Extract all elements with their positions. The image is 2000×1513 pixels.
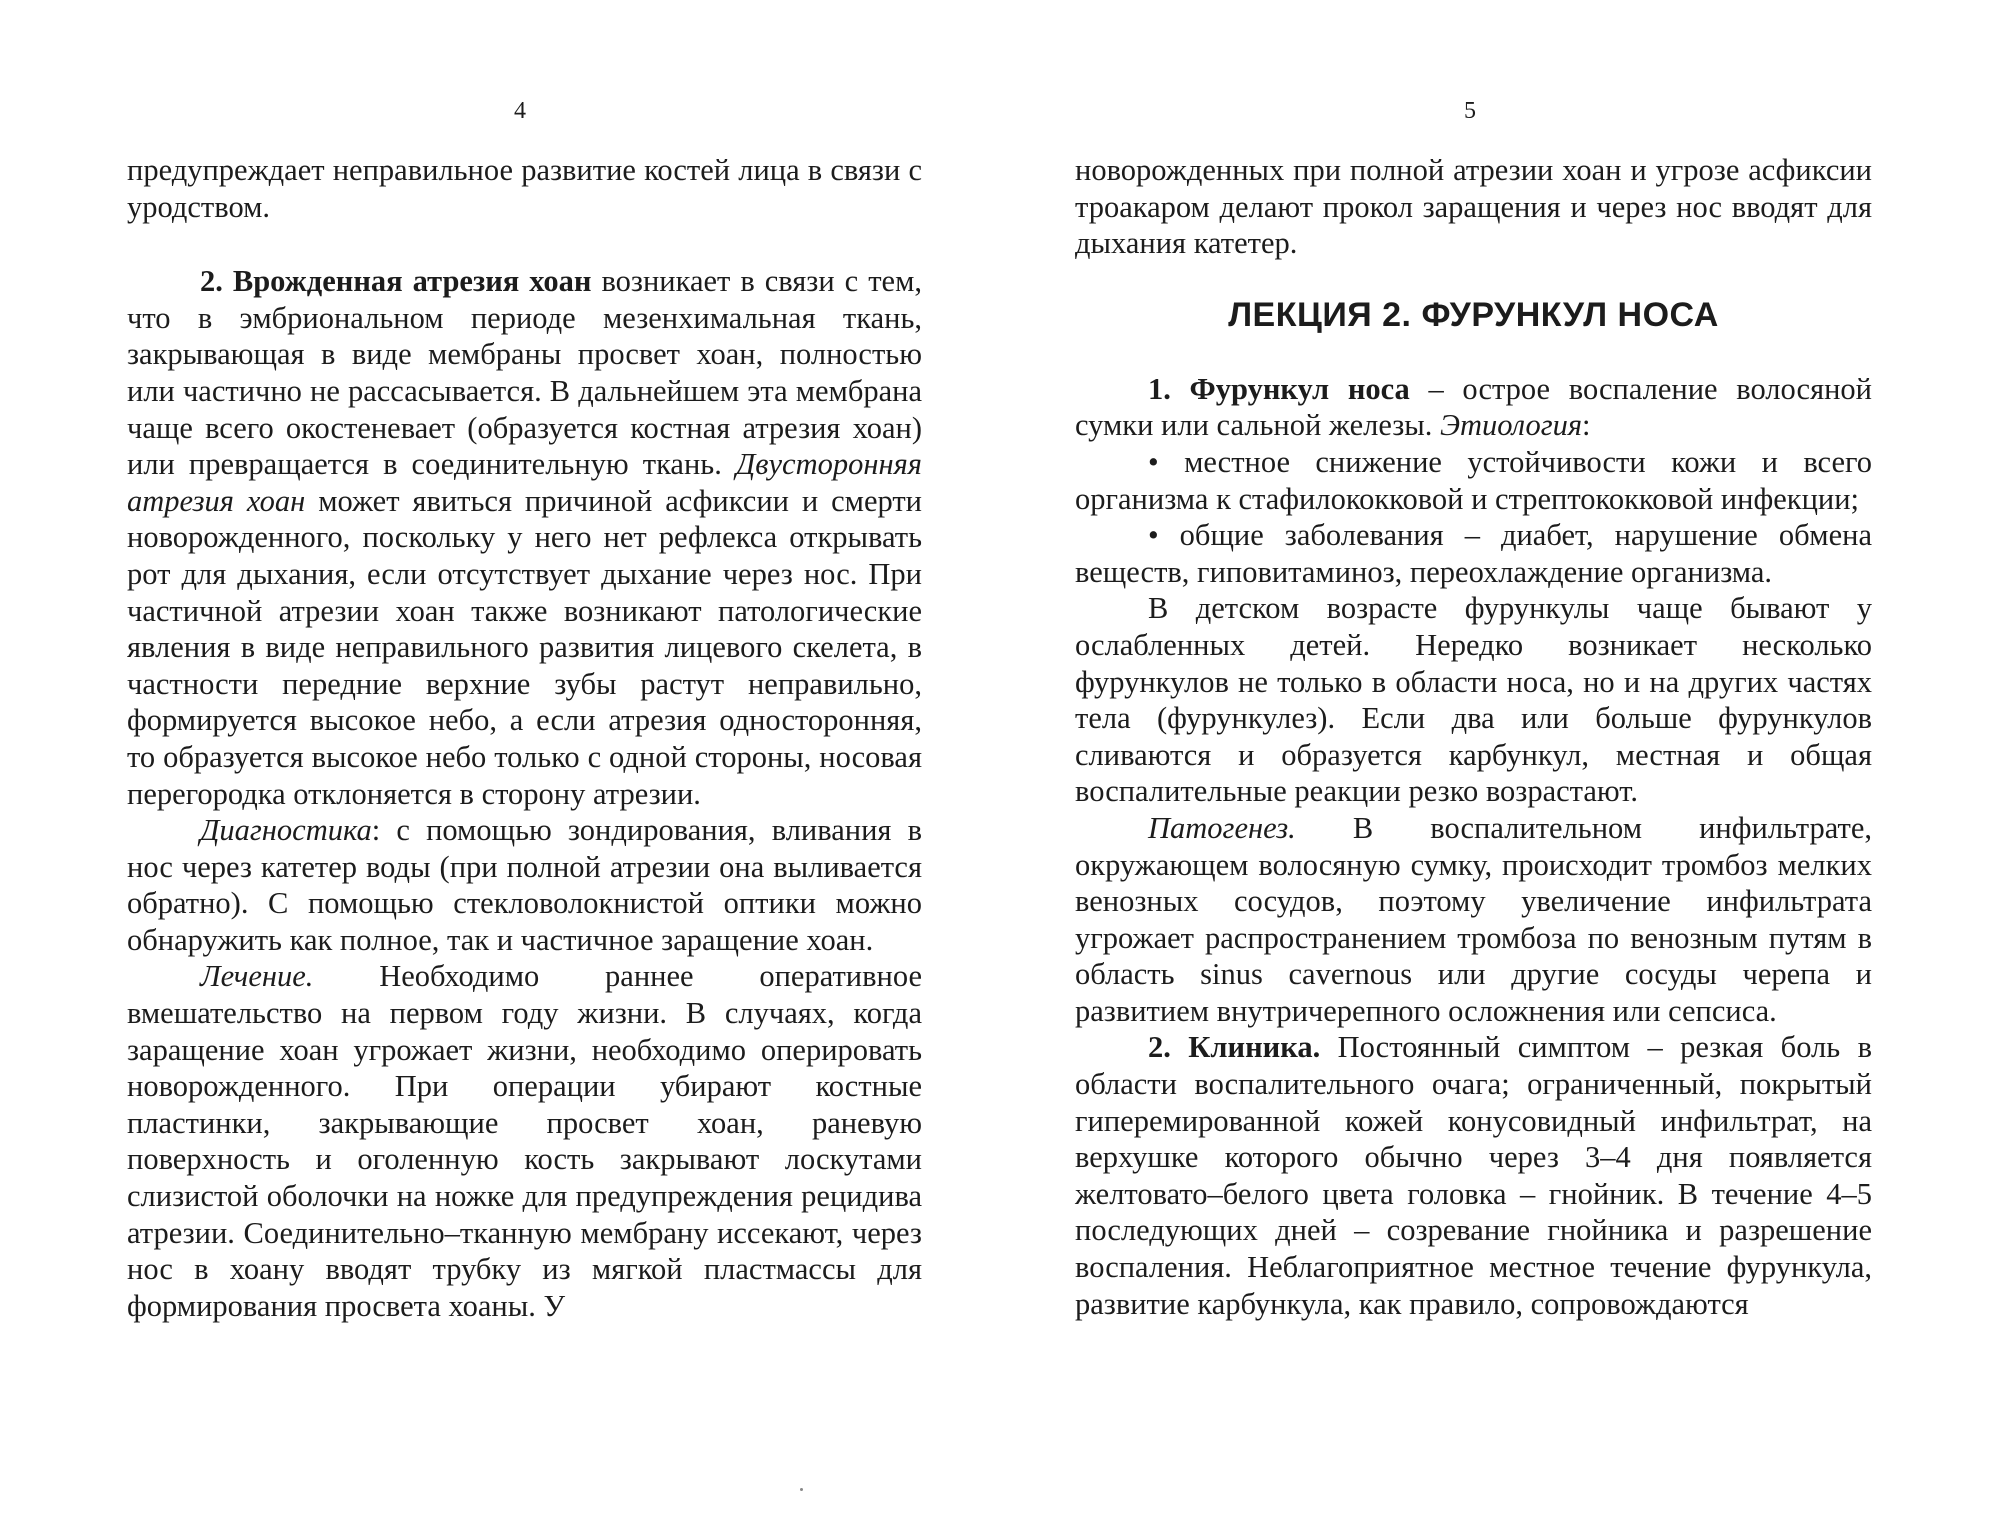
italic-term: Лечение.	[200, 959, 314, 994]
paragraph	[1075, 810, 1872, 1030]
paragraph-text: :	[1582, 408, 1591, 443]
paragraph-text: : с помощью зондирования, вливания в нос через катетер воды (при полной атрезии она выливается обратно). С помощью стекловолокнистой оптики можно обнаружить как полное, так и частичное заращение хоан.	[127, 813, 922, 957]
italic-term: Патогенез.	[1148, 810, 1296, 845]
paragraph	[127, 958, 922, 1324]
page-number: 4	[514, 98, 526, 124]
bullet-item: • общие заболевания – диабет, нарушение обмена веществ, гиповитаминоз, переохлаждение организма.	[1075, 518, 1872, 589]
page-text	[1075, 152, 1872, 1322]
paragraph-text: Необходимо раннее оперативное вмешательство на первом году жизни. В случаях, когда заращение хоан угрожает жизни, необходимо оперировать новорожденного. При операции убирают костные пластинки, закрывающие просвет хоан, раневую поверхность и оголенную кость закрывают лоскутами слизистой оболочки на ножке для предупреждения рецидива атрезии. Соединительно–тканную мембрану иссекают, через нос в хоану вводят трубку из мягкой пластмассы для формирования просвета хоаны. У	[127, 959, 922, 1323]
paragraph-text: Постоянный симптом – резкая боль в области воспалительного очага; ограниченный, покрытый гиперемированной кожей конусовидный инфильтрат, на верхушке которого обычно через 3–4 дня появляется желтовато–белого цвета головка – гнойник. В течение 4–5 последующих дней – созревание гнойника и разрешение воспаления. Неблагоприятное местное течение фурункула, развитие карбункула, как правило, сопровождаются	[1075, 1030, 1872, 1321]
italic-term: Этиология	[1440, 408, 1583, 443]
paragraph-text: может явиться причиной асфиксии и смерти новорожденного, поскольку у него нет рефлекса открывать рот для дыхания, если отсутствует дыхание через нос. При частичной атрезии хоан также возникают патологические явления в виде неправильного развития лицевого скелета, в частности передние верхние зубы растут неправильно, формируется высокое небо, а если атрезия односторонняя, то образуется высокое небо только с одной стороны, носовая перегородка отклоняется в сторону атрезии.	[127, 483, 922, 811]
paragraph-text: В воспалительном инфильтрате, окружающем волосяную сумку, происходит тромбоз мелких венозных сосудов, поэтому увеличение инфильтрата угрожает распространением тромбоза по венозным путям в область sinus cavernous или другие сосуды черепа и развитием внутричерепного осложнения или сепсиса.	[1075, 810, 1872, 1028]
section-heading-bold: 2. Врожденная атрезия хоан	[200, 264, 592, 299]
lecture-heading: ЛЕКЦИЯ 2. ФУРУНКУЛ НОСА	[1228, 295, 1719, 334]
paragraph-text: возникает в связи с тем, что в эмбриональном периоде мезенхимальная ткань, закрывающая в виде мембраны просвет хоан, полностью или частично не рассасывается. В дальнейшем эта мембрана чаще всего окостеневает (образуется костная атрезия хоан) или превращается в соединительную ткань.	[127, 264, 922, 482]
paragraph: предупреждает неправильное развитие костей лица в связи с уродством.	[127, 153, 922, 224]
paragraph	[1075, 371, 1872, 444]
paragraph	[127, 263, 922, 812]
paragraph-text: – острое воспаление волосяной сумки или сальной железы.	[1075, 371, 1872, 443]
paragraph	[127, 812, 922, 958]
section-heading-bold: 1. Фурункул носа	[1148, 371, 1410, 406]
italic-term: Двусторонняя атрезия хоан	[127, 447, 922, 518]
bullet-item: • местное снижение устойчивости кожи и всего организма к стафилококковой и стрептококковой инфекции;	[1075, 444, 1872, 516]
italic-term: Диагностика	[200, 813, 372, 848]
paragraph: новорожденных при полной атрезии хоан и угрозе асфиксии троакаром делают прокол заращения и через нос вводят для дыхания катетер.	[1075, 153, 1872, 261]
right-page	[1000, 0, 2000, 1513]
page-number: 5	[1464, 98, 1476, 124]
page-text	[127, 152, 922, 1324]
paragraph	[1075, 1029, 1872, 1322]
print-speck	[800, 1488, 803, 1491]
section-heading-bold: 2. Клиника.	[1148, 1030, 1321, 1065]
paragraph: В детском возрасте фурункулы чаще бывают у ослабленных детей. Нередко возникает несколько фурункулов не только в области носа, но и на других частях тела (фурункулез). Если два или больше фурункулов сливаются и образуется карбункул, местная и общая воспалительные реакции резко возрастают.	[1075, 591, 1872, 809]
